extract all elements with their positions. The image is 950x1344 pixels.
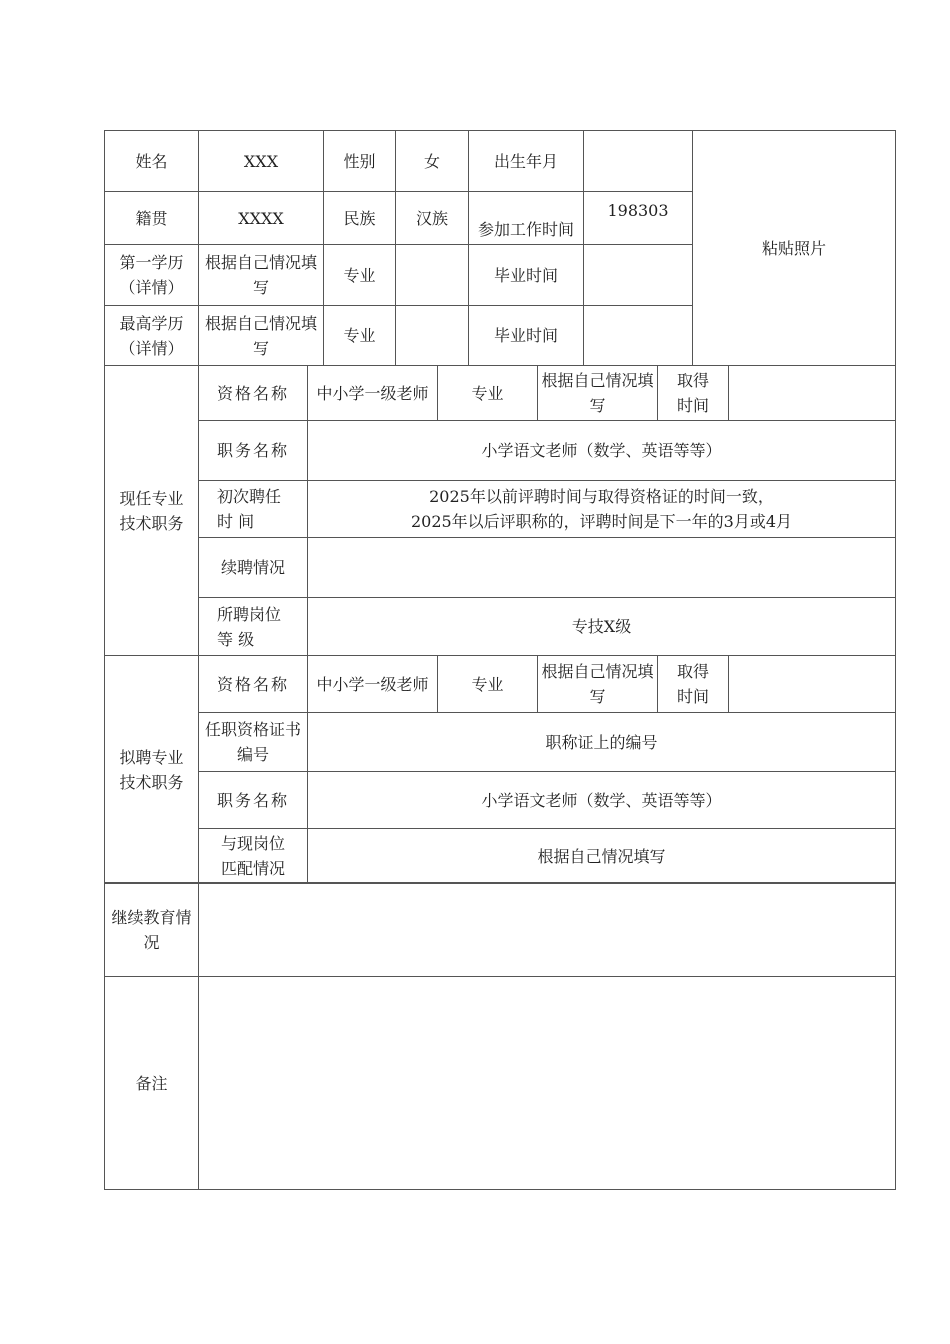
proposed-major-label: 专业 xyxy=(438,656,538,713)
name-value[interactable]: XXX xyxy=(199,131,324,192)
positions-table xyxy=(104,365,896,884)
proposed-title-value[interactable]: 小学语文老师（数学、英语等等） xyxy=(308,772,896,829)
extra-info-table xyxy=(104,882,896,1190)
current-post-label: 所聘岗位 等 级 xyxy=(199,598,308,656)
basic-info-table xyxy=(104,130,896,366)
current-section-label: 现任专业 技术职务 xyxy=(105,366,199,656)
birth-value[interactable] xyxy=(584,131,693,192)
proposed-obtain-value[interactable] xyxy=(729,656,896,713)
remarks-value[interactable] xyxy=(199,977,896,1190)
proposed-cert-label: 任职资格证书 编号 xyxy=(199,713,308,772)
current-qual-value[interactable]: 中小学一级老师 xyxy=(308,366,438,421)
proposed-qual-label: 资格名称 xyxy=(199,656,308,713)
edu1-grad-value[interactable] xyxy=(584,245,693,306)
current-obtain-label: 取得 时间 xyxy=(658,366,729,421)
edu1-label: 第一学历 （详情） xyxy=(105,245,199,306)
education-label: 继续教育情 况 xyxy=(105,883,199,977)
birth-label: 出生年月 xyxy=(469,131,584,192)
current-qual-label: 资格名称 xyxy=(199,366,308,421)
current-major-value[interactable]: 根据自己情况填 写 xyxy=(538,366,658,421)
proposed-obtain-label: 取得 时间 xyxy=(658,656,729,713)
current-post-value[interactable]: 专技X级 xyxy=(308,598,896,656)
ethnic-label: 民族 xyxy=(324,192,396,245)
current-first-label: 初次聘任 时 间 xyxy=(199,481,308,538)
edu2-grad-label: 毕业时间 xyxy=(469,306,584,366)
edu1-grad-label: 毕业时间 xyxy=(469,245,584,306)
current-obtain-value[interactable] xyxy=(729,366,896,421)
native-value[interactable]: XXXX xyxy=(199,192,324,245)
gender-value[interactable]: 女 xyxy=(396,131,469,192)
proposed-match-value[interactable]: 根据自己情况填写 xyxy=(308,829,896,884)
ethnic-value[interactable]: 汉族 xyxy=(396,192,469,245)
work-start-value[interactable]: 198303 xyxy=(584,192,693,245)
proposed-match-label: 与现岗位 匹配情况 xyxy=(199,829,308,884)
current-major-label: 专业 xyxy=(438,366,538,421)
proposed-section-label: 拟聘专业 技术职务 xyxy=(105,656,199,884)
proposed-title-label: 职务名称 xyxy=(199,772,308,829)
remarks-label: 备注 xyxy=(105,977,199,1190)
proposed-qual-value[interactable]: 中小学一级老师 xyxy=(308,656,438,713)
edu2-grad-value[interactable] xyxy=(584,306,693,366)
education-value[interactable] xyxy=(199,883,896,977)
work-start-label: 参加工作时间 xyxy=(469,192,584,245)
gender-label: 性别 xyxy=(324,131,396,192)
edu2-major-value[interactable] xyxy=(396,306,469,366)
current-first-value[interactable]: 2025年以前评聘时间与取得资格证的时间一致， 2025年以后评职称的，评聘时间是下一年的3月或4月 xyxy=(308,481,896,538)
proposed-cert-value[interactable]: 职称证上的编号 xyxy=(308,713,896,772)
photo-placeholder[interactable]: 粘贴照片 xyxy=(693,131,896,366)
name-label: 姓名 xyxy=(105,131,199,192)
native-label: 籍贯 xyxy=(105,192,199,245)
current-renew-value[interactable] xyxy=(308,538,896,598)
edu1-major-value[interactable] xyxy=(396,245,469,306)
proposed-major-value[interactable]: 根据自己情况填 写 xyxy=(538,656,658,713)
current-title-value[interactable]: 小学语文老师（数学、英语等等） xyxy=(308,421,896,481)
edu1-value[interactable]: 根据自己情况填 写 xyxy=(199,245,324,306)
current-title-label: 职务名称 xyxy=(199,421,308,481)
edu2-value[interactable]: 根据自己情况填 写 xyxy=(199,306,324,366)
edu1-major-label: 专业 xyxy=(324,245,396,306)
current-renew-label: 续聘情况 xyxy=(199,538,308,598)
edu2-label: 最高学历 （详情） xyxy=(105,306,199,366)
edu2-major-label: 专业 xyxy=(324,306,396,366)
